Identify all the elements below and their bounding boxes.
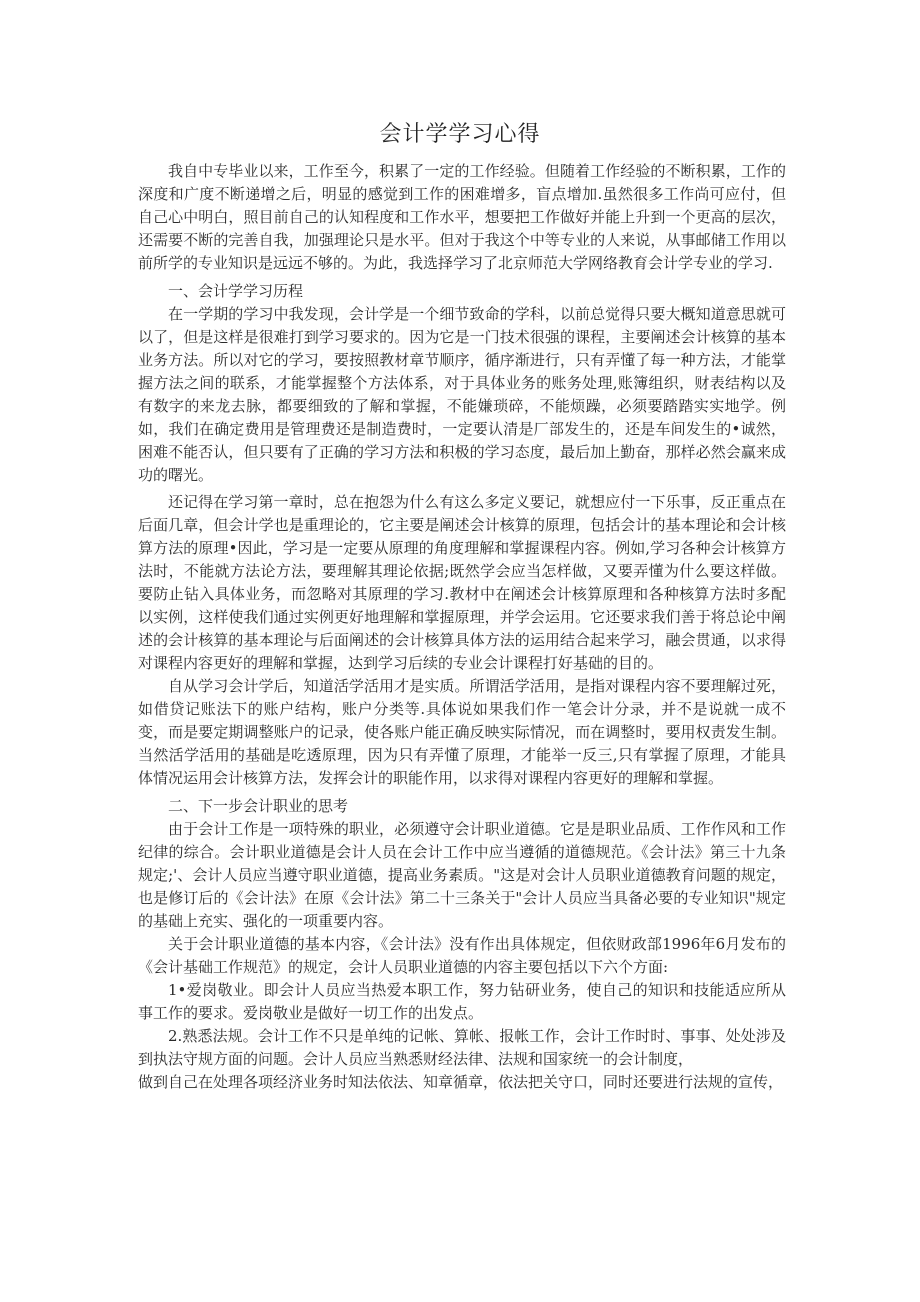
section-1-paragraph-3: 自从学习会计学后，知道活学活用才是实质。所谓活学活用，是指对课程内容不要理解过死，如借贷记账法下的账户结构，账户分类等.具体说如果我们作一笔会计分录，并不是说就一成不变，而是要定期调整账户的记录，使各账户能正确反映实际情况，而在调整时，要用权责发生制。当然活学活用的基础是吃透原理，因为只有弄懂了原理，才能举一反三,只有掌握了原理，才能具体情况运用会计核算方法，发挥会计的职能作用，以求得对课程内容更好的理解和掌握。	[138, 677, 786, 787]
intro-paragraph: 我自中专毕业以来，工作至今，积累了一定的工作经验。但随着工作经验的不断积累，工作的深度和广度不断递增之后，明显的感觉到工作的困难增多，盲点增加.虽然很多工作尚可应付，但自己心中明白，照目前自己的认知程度和工作水平，想要把工作做好并能上升到一个更高的层次，还需要不断的完善自我，加强理论只是水平。但对于我这个中等专业的人来说，从事邮储工作用以前所学的专业知识是远远不够的。为此，我选择学习了北京师范大学网络教育会计学专业的学习.	[138, 162, 786, 272]
document-title: 会计学学习心得	[379, 122, 541, 147]
list-item-1: 1•爱岗敬业。即会计人员应当热爱本职工作，努力钻研业务，使自己的知识和技能适应所从事工作的要求。爱岗敬业是做好一切工作的出发点。	[138, 981, 786, 1022]
section-1-paragraph-1: 在一学期的学习中我发现，会计学是一个细节致命的学科，以前总觉得只要大概知道意思就可以了，但是这样是很难打到学习要求的。因为它是一门技术很强的课程，主要阐述会计核算的基本业务方法。所以对它的学习，要按照教材章节顺序，循序渐进行，只有弄懂了每一种方法，才能掌握方法之间的联系，才能掌握整个方法体系，对于具体业务的账务处理,账簿组织，财表结构以及有数字的来龙去脉，都要细致的了解和掌握，不能嫌琐碎，不能烦躁，必须要踏踏实实地学。例如，我们在确定费用是管理费还是制造费时，一定要认清是厂部发生的，还是车间发生的•诚然，困难不能否认，但只要有了正确的学习方法和积极的学习态度，最后加上勤奋，那样必然会赢来成功的曙光。	[138, 305, 786, 484]
document-body	[138, 160, 786, 1094]
section-1-heading: 一、会计学学习历程	[168, 282, 304, 300]
list-item-2: 2.熟悉法规。会计工作不只是单纯的记帐、算帐、报帐工作，会计工作时时、事事、处处涉及到执法守规方面的问题。会计人员应当熟悉财经法律、法规和国家统一的会计制度，	[138, 1027, 786, 1068]
trailing-line: 做到自己在处理各项经济业务时知法依法、知章循章，依法把关守口，同时还要进行法规的宣传，	[138, 1073, 784, 1091]
section-2-heading: 二、下一步会计职业的思考	[168, 797, 349, 815]
section-2-paragraph-2: 关于会计职业道德的基本内容，《会计法》没有作出具体规定，但依财政部1996年6月发布的《会计基础工作规范》的规定，会计人员职业道德的内容主要包括以下六个方面:	[138, 935, 786, 976]
section-1-paragraph-2: 还记得在学习第一章时，总在抱怨为什么有这么多定义要记，就想应付一下乐事，反正重点在后面几章，但会计学也是重理论的，它主要是阐述会计核算的原理，包括会计的基本理论和会计核算方法的原理•因此，学习是一定要从原理的角度理解和掌握课程内容。例如,学习各种会计核算方法时，不能就方法论方法，要理解其理论依据;既然学会应当怎样做，又要弄懂为什么要这样做。要防止钻入具体业务，而忽略对其原理的学习.教材中在阐述会计核算原理和各种核算方法时多配以实例，这样使我们通过实例更好地理解和掌握原理，并学会运用。它还要求我们善于将总论中阐述的会计核算的基本理论与后面阐述的会计核算具体方法的运用结合起来学习，融会贯通，以求得对课程内容更好的理解和掌握，达到学习后续的专业会计课程打好基础的目的。	[138, 493, 786, 672]
section-2-paragraph-1: 由于会计工作是一项特殊的职业，必须遵守会计职业道德。它是是职业品质、工作作风和工作纪律的综合。会计职业道德是会计人员在会计工作中应当遵循的道德规范。《会计法》第三十九条规定;'、会计人员应当遵守职业道德，提高业务素质。"这是对会计人员职业道德教育问题的规定，也是修订后的《会计法》在原《会计法》第二十三条关于"会计人员应当具备必要的专业知识"规定的基础上充实、强化的一项重要内容。	[138, 820, 786, 930]
